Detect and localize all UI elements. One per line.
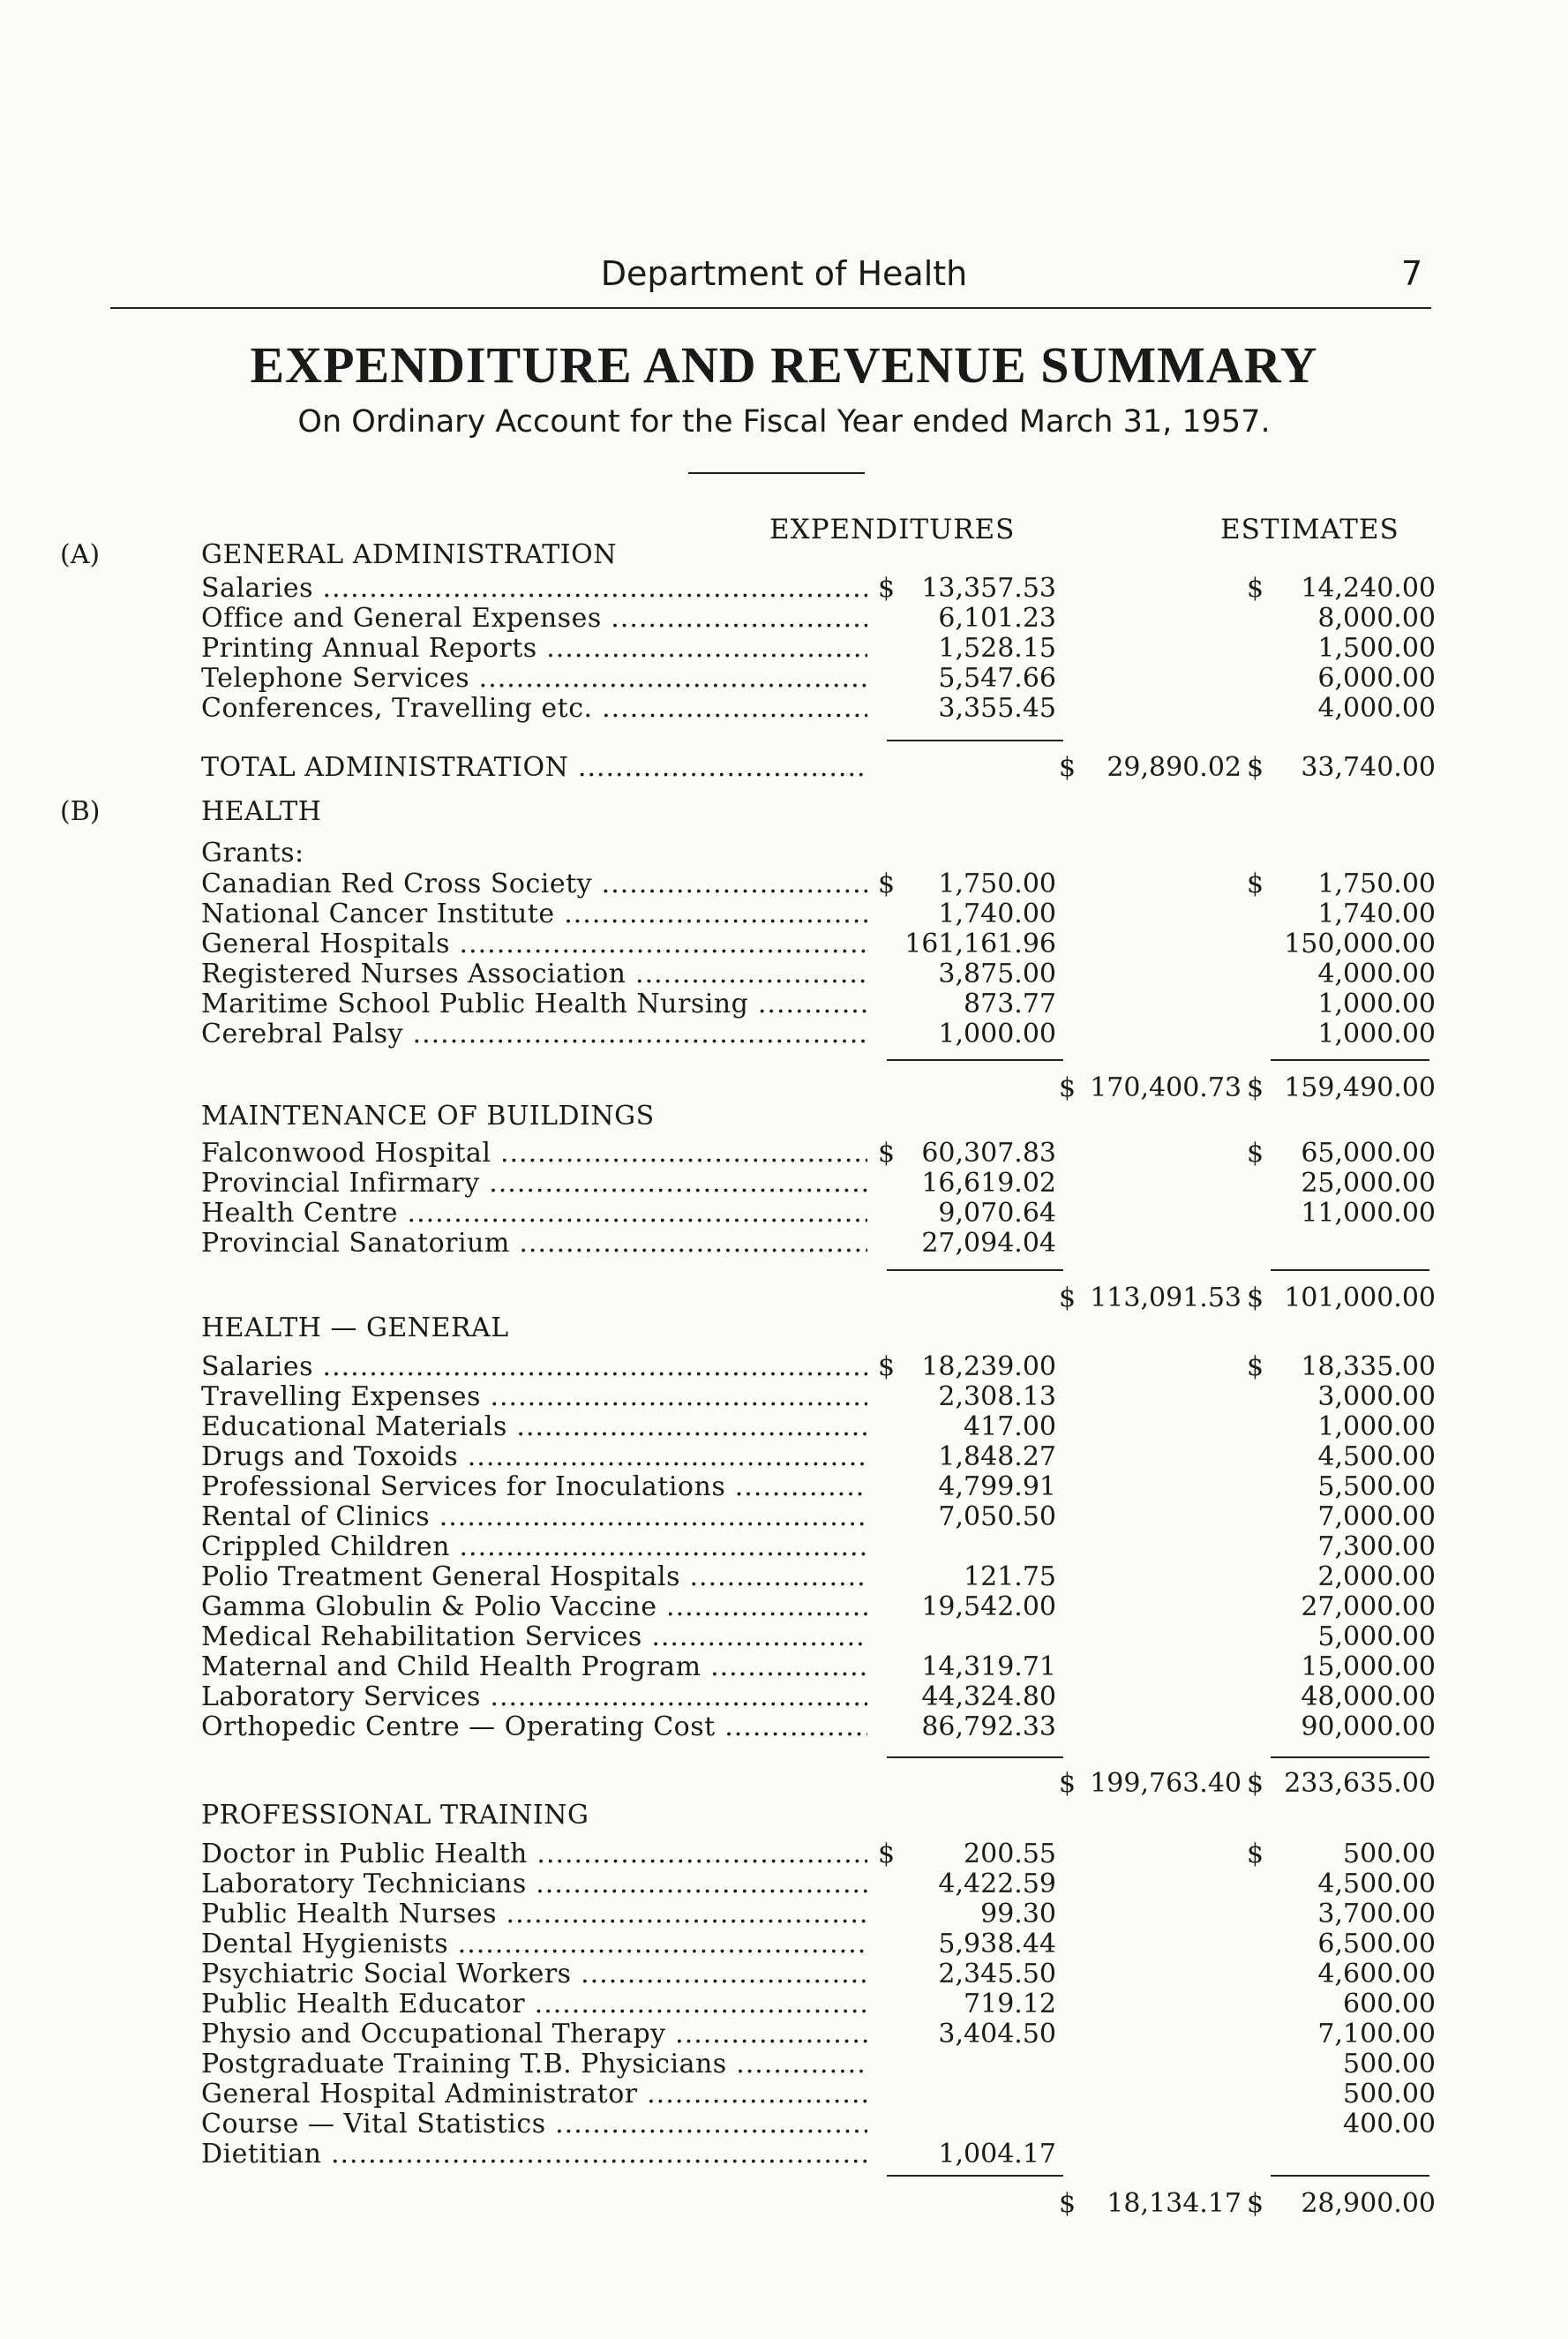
- line-item: [0, 694, 1568, 724]
- expenditure-value: 44,324.80: [921, 1681, 1056, 1712]
- line-item: [0, 959, 1568, 989]
- line-item: [0, 664, 1568, 694]
- estimate-value: 5,500.00: [1317, 1471, 1436, 1502]
- expenditure-value: 4,422.59: [938, 1869, 1056, 1899]
- line-item-label: National Cancer Institute .....: [201, 899, 867, 929]
- line-item-label: Educational Materials .....: [201, 1412, 867, 1442]
- dollar-sign: $: [1247, 1839, 1264, 1869]
- line-item: [0, 1412, 1568, 1442]
- expenditure-value: 1,004.17: [938, 2139, 1056, 2170]
- expenditure-value: 121.75: [964, 1561, 1056, 1592]
- line-item-label: General Hospitals .....: [201, 929, 867, 959]
- subtotal-rule: [887, 1059, 1063, 1061]
- estimates-column-header: ESTIMATES: [1220, 514, 1399, 545]
- dollar-sign: $: [1247, 573, 1264, 604]
- line-item-label: Travelling Expenses .....: [201, 1382, 867, 1412]
- line-item: [0, 1989, 1568, 2019]
- line-item: [0, 929, 1568, 959]
- dollar-sign: $: [1247, 1282, 1264, 1313]
- estimate-value: 2,000.00: [1317, 1561, 1436, 1592]
- expenditure-value: 1,528.15: [938, 633, 1056, 664]
- expenditure-value: 99.30: [980, 1899, 1056, 1929]
- estimate-value: 4,000.00: [1317, 693, 1436, 724]
- expenditure-value: 3,875.00: [938, 959, 1056, 989]
- expenditure-value: 7,050.50: [938, 1501, 1056, 1532]
- line-item: [0, 1652, 1568, 1682]
- estimate-value: 1,000.00: [1317, 989, 1436, 1019]
- section-heading-text: HEALTH — GENERAL: [201, 1313, 509, 1343]
- dollar-sign: $: [1059, 1768, 1077, 1799]
- total-expenditure: 113,091.53: [1090, 1282, 1242, 1313]
- line-item-label: Health Centre .....: [201, 1199, 867, 1229]
- line-item-label: Professional Services for Inoculations .....: [201, 1472, 867, 1502]
- section-total: [0, 1283, 1568, 1313]
- line-item: [0, 989, 1568, 1019]
- dollar-sign: $: [1247, 1351, 1264, 1382]
- line-item: [0, 1019, 1568, 1049]
- expenditure-value: 9,070.64: [938, 1198, 1056, 1229]
- line-item: [0, 2049, 1568, 2080]
- expenditure-value: 19,542.00: [921, 1591, 1056, 1622]
- line-item: [0, 1712, 1568, 1742]
- line-item-label: Dental Hygienists .....: [201, 1929, 867, 1959]
- line-item: [0, 634, 1568, 664]
- expenditure-value: 6,101.23: [938, 603, 1056, 634]
- line-item: [0, 1839, 1568, 1869]
- line-item: [0, 869, 1568, 899]
- line-item-label: Public Health Educator .....: [201, 1989, 867, 2019]
- dollar-sign: $: [878, 1138, 896, 1169]
- line-item-label: Rental of Clinics .....: [201, 1502, 867, 1532]
- expenditure-value: 719.12: [964, 1989, 1056, 2019]
- line-item: [0, 2019, 1568, 2049]
- line-item-label: Crippled Children .....: [201, 1532, 867, 1562]
- line-item-label: General Hospital Administrator .....: [201, 2080, 867, 2110]
- line-item: [0, 1592, 1568, 1622]
- section-total: [0, 753, 1568, 783]
- line-item: [0, 1199, 1568, 1229]
- subtotal-rule: [1271, 2175, 1429, 2177]
- total-estimate: 33,740.00: [1301, 752, 1436, 783]
- estimate-value: 7,000.00: [1317, 1501, 1436, 1532]
- line-item-label: Provincial Infirmary .....: [201, 1169, 867, 1199]
- line-item-label: Dietitian .....: [201, 2140, 867, 2170]
- line-item-label: Salaries .....: [201, 574, 867, 604]
- estimate-value: 1,000.00: [1317, 1019, 1436, 1049]
- subtotal-rule: [1271, 1059, 1429, 1061]
- line-item-label: Printing Annual Reports .....: [201, 634, 867, 664]
- estimate-value: 48,000.00: [1301, 1681, 1436, 1712]
- expenditure-value: 16,619.02: [921, 1168, 1056, 1199]
- page-number: 7: [1401, 254, 1423, 293]
- estimate-value: 90,000.00: [1301, 1711, 1436, 1742]
- dollar-sign: $: [878, 1839, 896, 1869]
- header-rule: [110, 307, 1431, 309]
- line-item: [0, 2110, 1568, 2140]
- section-heading: [0, 1102, 1568, 1132]
- section-heading: [0, 540, 1568, 570]
- dollar-sign: $: [1247, 2188, 1264, 2219]
- section-marker: (B): [60, 796, 101, 827]
- expenditure-value: 86,792.33: [921, 1711, 1056, 1742]
- section-heading-text: MAINTENANCE OF BUILDINGS: [201, 1102, 655, 1132]
- estimate-value: 5,000.00: [1317, 1621, 1436, 1652]
- line-item-label: Provincial Sanatorium .....: [201, 1229, 867, 1259]
- line-item-label: Doctor in Public Health .....: [201, 1839, 867, 1869]
- line-item: [0, 899, 1568, 929]
- expenditure-value: 13,357.53: [921, 573, 1056, 604]
- estimate-value: 18,335.00: [1301, 1351, 1436, 1382]
- expenditure-value: 1,000.00: [938, 1019, 1056, 1049]
- line-item-label: Public Health Nurses .....: [201, 1899, 867, 1929]
- page-header-title: Department of Health: [600, 254, 968, 293]
- total-estimate: 233,635.00: [1284, 1768, 1436, 1799]
- estimate-value: 6,500.00: [1317, 1929, 1436, 1959]
- section-total: [0, 2189, 1568, 2219]
- document-title: EXPENDITURE AND REVENUE SUMMARY: [250, 336, 1318, 394]
- expenditure-value: 5,547.66: [938, 663, 1056, 694]
- section-heading: [0, 797, 1568, 827]
- section-heading: [0, 839, 1568, 869]
- section-total: [0, 1073, 1568, 1103]
- line-item-label: Postgraduate Training T.B. Physicians .....: [201, 2049, 867, 2080]
- expenditure-value: 3,355.45: [938, 693, 1056, 724]
- subtotal-rule: [1271, 1756, 1429, 1758]
- subtotal-rule: [1271, 1269, 1429, 1271]
- line-item: [0, 1229, 1568, 1259]
- line-item-label: Salaries .....: [201, 1352, 867, 1382]
- estimate-value: 4,000.00: [1317, 959, 1436, 989]
- dollar-sign: $: [878, 573, 896, 604]
- expenditure-value: 200.55: [964, 1839, 1056, 1869]
- expenditure-value: 2,308.13: [938, 1381, 1056, 1412]
- estimate-value: 500.00: [1343, 1839, 1436, 1869]
- section-heading-text: HEALTH: [201, 797, 322, 827]
- line-item-label: Gamma Globulin & Polio Vaccine .....: [201, 1592, 867, 1622]
- total-estimate: 101,000.00: [1284, 1282, 1436, 1313]
- subtotal-rule: [887, 2175, 1063, 2177]
- expenditures-column-header: EXPENDITURES: [769, 514, 1016, 545]
- subtotal-rule: [887, 740, 1063, 741]
- expenditure-value: 14,319.71: [921, 1651, 1056, 1682]
- document-subtitle: On Ordinary Account for the Fiscal Year ended March 31, 1957.: [297, 404, 1271, 440]
- line-item: [0, 1899, 1568, 1929]
- dollar-sign: $: [1059, 752, 1077, 783]
- total-expenditure: 199,763.40: [1090, 1768, 1242, 1799]
- line-item-label: Office and General Expenses .....: [201, 604, 867, 634]
- line-item: [0, 2140, 1568, 2170]
- line-item: [0, 1502, 1568, 1532]
- dollar-sign: $: [1247, 1768, 1264, 1799]
- estimate-value: 4,600.00: [1317, 1959, 1436, 1989]
- line-item-label: Conferences, Travelling etc. .....: [201, 694, 867, 724]
- expenditure-value: 18,239.00: [921, 1351, 1056, 1382]
- line-item-label: Cerebral Palsy .....: [201, 1019, 867, 1049]
- line-item: [0, 1139, 1568, 1169]
- total-estimate: 28,900.00: [1301, 2188, 1436, 2219]
- estimate-value: 1,000.00: [1317, 1411, 1436, 1442]
- estimate-value: 600.00: [1343, 1989, 1436, 2019]
- expenditure-value: 60,307.83: [921, 1138, 1056, 1169]
- line-item-label: Psychiatric Social Workers .....: [201, 1959, 867, 1989]
- expenditure-value: 4,799.91: [938, 1471, 1056, 1502]
- line-item-label: Canadian Red Cross Society .....: [201, 869, 867, 899]
- expenditure-value: 3,404.50: [938, 2019, 1056, 2049]
- section-heading: [0, 1801, 1568, 1831]
- line-item-label: Laboratory Services .....: [201, 1682, 867, 1712]
- line-item: [0, 1959, 1568, 1989]
- expenditure-value: 873.77: [964, 989, 1056, 1019]
- section-total: [0, 1769, 1568, 1799]
- estimate-value: 3,000.00: [1317, 1381, 1436, 1412]
- line-item: [0, 1682, 1568, 1712]
- line-item-label: Falconwood Hospital .....: [201, 1139, 867, 1169]
- line-item: [0, 1869, 1568, 1899]
- estimate-value: 1,740.00: [1317, 899, 1436, 929]
- line-item: [0, 604, 1568, 634]
- estimate-value: 500.00: [1343, 2079, 1436, 2110]
- line-item-label: Orthopedic Centre — Operating Cost .....: [201, 1712, 867, 1742]
- dollar-sign: $: [1247, 1138, 1264, 1169]
- expenditure-value: 1,740.00: [938, 899, 1056, 929]
- dollar-sign: $: [1247, 752, 1264, 783]
- title-divider: [688, 472, 865, 474]
- expenditure-value: 417.00: [964, 1411, 1056, 1442]
- total-label: TOTAL ADMINISTRATION .....: [201, 753, 867, 783]
- line-item: [0, 1532, 1568, 1562]
- estimate-value: 6,000.00: [1317, 663, 1436, 694]
- line-item-label: Laboratory Technicians .....: [201, 1869, 867, 1899]
- estimate-value: 4,500.00: [1317, 1869, 1436, 1899]
- estimate-value: 7,100.00: [1317, 2019, 1436, 2049]
- total-estimate: 159,490.00: [1284, 1072, 1436, 1103]
- line-item-label: Maternal and Child Health Program .....: [201, 1652, 867, 1682]
- estimate-value: 7,300.00: [1317, 1531, 1436, 1562]
- line-item: [0, 2080, 1568, 2110]
- line-item: [0, 1352, 1568, 1382]
- estimate-value: 500.00: [1343, 2049, 1436, 2080]
- line-item-label: Medical Rehabilitation Services .....: [201, 1622, 867, 1652]
- dollar-sign: $: [1059, 2188, 1077, 2219]
- section-heading-text: Grants:: [201, 839, 304, 869]
- line-item: [0, 1622, 1568, 1652]
- section-heading: [0, 1313, 1568, 1343]
- dollar-sign: $: [878, 1351, 896, 1382]
- line-item: [0, 1562, 1568, 1592]
- dollar-sign: $: [1059, 1072, 1077, 1103]
- dollar-sign: $: [878, 869, 896, 899]
- line-item: [0, 1929, 1568, 1959]
- estimate-value: 400.00: [1343, 2109, 1436, 2140]
- dollar-sign: $: [1247, 869, 1264, 899]
- line-item-label: Telephone Services .....: [201, 664, 867, 694]
- expenditure-value: 5,938.44: [938, 1929, 1056, 1959]
- line-item-label: Physio and Occupational Therapy .....: [201, 2019, 867, 2049]
- total-expenditure: 170,400.73: [1090, 1072, 1242, 1103]
- estimate-value: 8,000.00: [1317, 603, 1436, 634]
- estimate-value: 4,500.00: [1317, 1441, 1436, 1472]
- line-item: [0, 1382, 1568, 1412]
- subtotal-rule: [887, 1756, 1063, 1758]
- estimate-value: 1,750.00: [1317, 869, 1436, 899]
- line-item: [0, 574, 1568, 604]
- line-item-label: Drugs and Toxoids .....: [201, 1442, 867, 1472]
- line-item-label: Polio Treatment General Hospitals .....: [201, 1562, 867, 1592]
- estimate-value: 11,000.00: [1301, 1198, 1436, 1229]
- estimate-value: 1,500.00: [1317, 633, 1436, 664]
- section-heading-text: GENERAL ADMINISTRATION: [201, 540, 617, 570]
- expenditure-value: 1,750.00: [938, 869, 1056, 899]
- expenditure-value: 161,161.96: [904, 929, 1056, 959]
- line-item: [0, 1442, 1568, 1472]
- line-item-label: Maritime School Public Health Nursing .....: [201, 989, 867, 1019]
- estimate-value: 3,700.00: [1317, 1899, 1436, 1929]
- line-item-label: Registered Nurses Association .....: [201, 959, 867, 989]
- expenditure-value: 27,094.04: [921, 1228, 1056, 1259]
- subtotal-rule: [887, 1269, 1063, 1271]
- expenditure-value: 2,345.50: [938, 1959, 1056, 1989]
- expenditure-value: 1,848.27: [938, 1441, 1056, 1472]
- estimate-value: 27,000.00: [1301, 1591, 1436, 1622]
- dollar-sign: $: [1059, 1282, 1077, 1313]
- line-item-label: Course — Vital Statistics .....: [201, 2110, 867, 2140]
- section-heading-text: PROFESSIONAL TRAINING: [201, 1801, 589, 1831]
- line-item: [0, 1472, 1568, 1502]
- estimate-value: 14,240.00: [1301, 573, 1436, 604]
- estimate-value: 65,000.00: [1301, 1138, 1436, 1169]
- estimate-value: 15,000.00: [1301, 1651, 1436, 1682]
- dollar-sign: $: [1247, 1072, 1264, 1103]
- line-item: [0, 1169, 1568, 1199]
- estimate-value: 150,000.00: [1284, 929, 1436, 959]
- total-expenditure: 18,134.17: [1107, 2188, 1242, 2219]
- section-marker: (A): [60, 539, 101, 570]
- total-expenditure: 29,890.02: [1107, 752, 1242, 783]
- estimate-value: 25,000.00: [1301, 1168, 1436, 1199]
